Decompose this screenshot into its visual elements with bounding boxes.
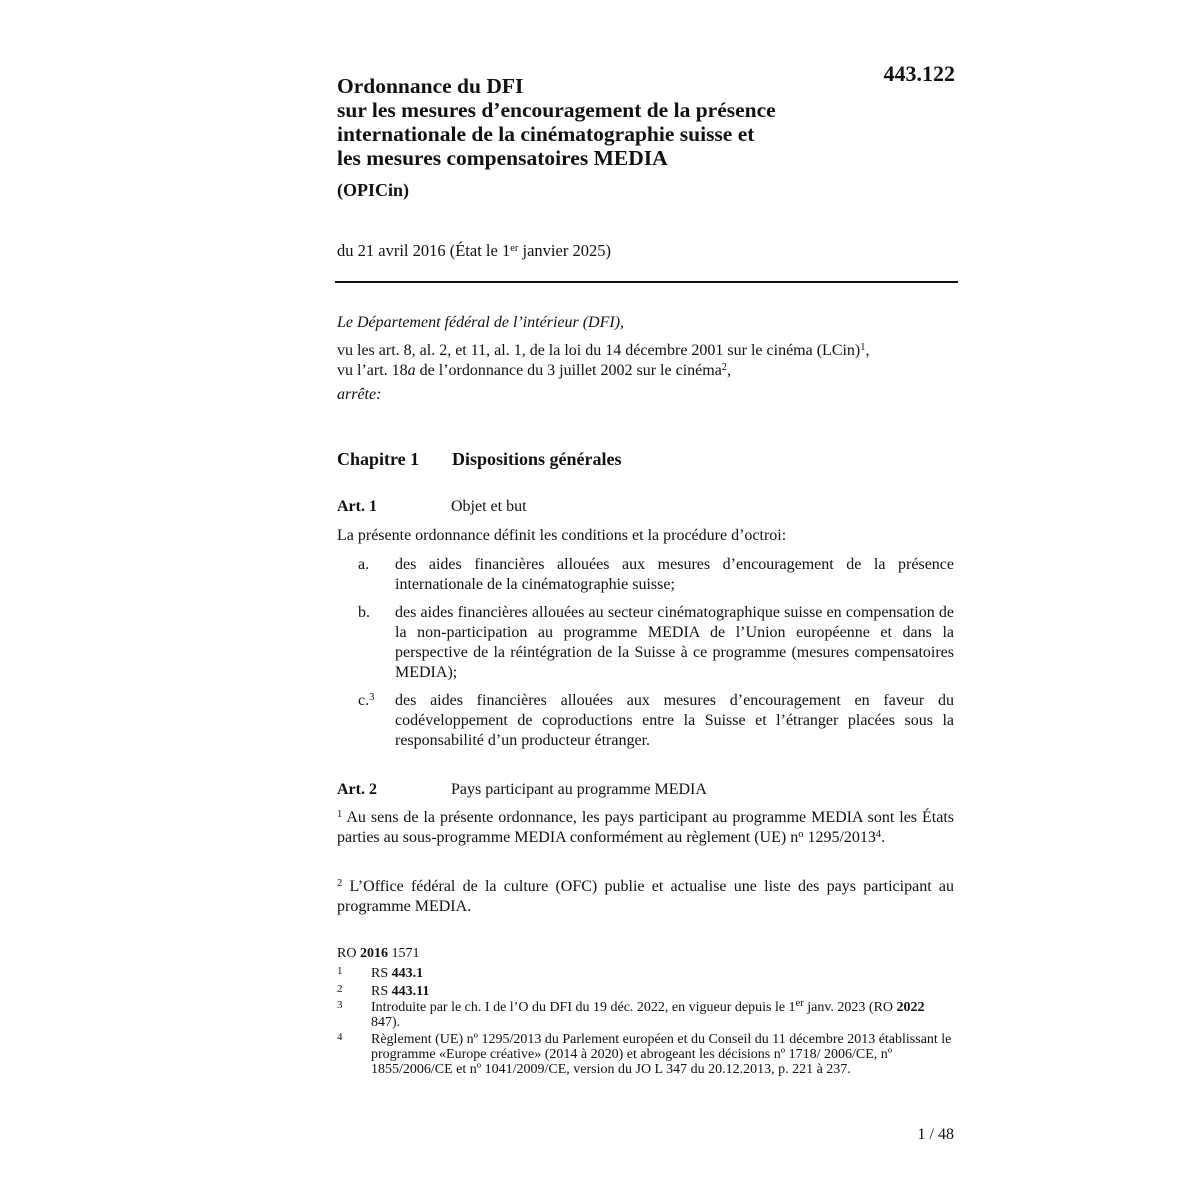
- title-line: internationale de la cinématographie suisse et: [337, 122, 755, 146]
- article-number: Art. 1: [337, 498, 377, 515]
- title-line: les mesures compensatoires MEDIA: [337, 146, 668, 170]
- footnote-ref[interactable]: 4: [875, 829, 882, 840]
- footnote-bold: 443.11: [391, 984, 430, 999]
- list-item-text: des aides financières allouées aux mesures d’encouragement en faveur du codéveloppement de coproductions entre la Suisse et l’étranger placées sous la responsabilité d’un producteur étranger.: [395, 692, 954, 749]
- preamble-authority: Le Département fédéral de l’intérieur (DFI),: [337, 314, 625, 331]
- basis-text: vu l’art. 18: [337, 362, 408, 379]
- footnote-number: 2: [337, 983, 343, 995]
- document-date: [337, 240, 611, 262]
- paragraph-number: 1: [337, 809, 343, 820]
- list-item: [337, 603, 954, 683]
- ro-reference: [337, 946, 954, 961]
- article-title: Pays participant au programme MEDIA: [451, 781, 707, 798]
- footnote-text: RS: [371, 984, 392, 999]
- basis-italic: a: [407, 362, 416, 379]
- preamble-decree: arrête:: [337, 386, 382, 403]
- article-2-paragraph-2: [337, 877, 954, 917]
- article-1-heading: [337, 497, 527, 517]
- ro-page: 1571: [387, 946, 420, 961]
- title-line: Ordonnance du DFI: [337, 74, 524, 98]
- footnote-number: 4: [337, 1031, 343, 1043]
- document-title: [337, 74, 877, 170]
- article-2-paragraph-1: [337, 808, 954, 848]
- preamble-basis-1: [337, 341, 870, 361]
- footnote-text: Introduite par le ch. I de l’O du DFI du 19 déc. 2022, en vigueur depuis le 1: [371, 1000, 796, 1015]
- footnote-text: 847).: [371, 1015, 401, 1030]
- footnote-text: Règlement (UE) nº 1295/2013 du Parlement européen et du Conseil du 11 décembre 2013 établissant le programme «Europe créative» (2014 à 2020) et abrogeant les décisions nº 1718/ 2006/CE, nº 1855/2006/CE et nº 1041/2009/CE, version du JO L 347 du 20.12.2013, p. 221 à 237.: [371, 1032, 952, 1077]
- paragraph-text: Au sens de la présente ordonnance, les pays participant au programme MEDIA sont les États parties au sous-programme MEDIA conformément au règlement (UE) n: [337, 809, 954, 846]
- footnote-number: 3: [337, 999, 343, 1011]
- title-line: sur les mesures d’encouragement de la présence: [337, 98, 776, 122]
- article-2-heading: [337, 780, 707, 800]
- footnote: [337, 1000, 954, 1030]
- title-abbreviation: (OPICin): [337, 180, 409, 200]
- footnote-ref[interactable]: 3: [369, 692, 375, 703]
- paragraph-number: 2: [337, 878, 343, 889]
- sr-number: 443.122: [883, 61, 955, 86]
- footnote: [337, 1032, 954, 1077]
- footnote-ref[interactable]: 2: [721, 362, 728, 373]
- chapter-title: Dispositions générales: [452, 449, 622, 469]
- list-item-letter: c.: [358, 692, 370, 709]
- footnote: [337, 966, 954, 981]
- footnote-number: 1: [337, 965, 343, 977]
- list-item: [337, 555, 954, 595]
- list-item-label: a.: [358, 556, 370, 573]
- footnote-bold: 443.1: [391, 966, 424, 981]
- article-title: Objet et but: [451, 498, 527, 515]
- footnote-text: janv. 2023 (RO: [803, 1000, 897, 1015]
- date-superscript: er: [510, 243, 519, 254]
- ro-year: 2016: [359, 946, 388, 961]
- paragraph-punct: .: [881, 829, 886, 846]
- chapter-number: Chapitre 1: [337, 449, 420, 469]
- footnote-superscript: er: [795, 998, 804, 1009]
- chapter-heading: [337, 447, 622, 471]
- date-text: du 21 avril 2016 (État le 1: [337, 241, 511, 260]
- article-1-intro: La présente ordonnance définit les conditions et la procédure d’octroi:: [337, 527, 787, 544]
- paragraph-text: 1295/2013: [803, 829, 876, 846]
- paragraph-text: L’Office fédéral de la culture (OFC) publie et actualise une liste des pays participant au programme MEDIA.: [337, 878, 954, 915]
- footnote-text: RS: [371, 966, 392, 981]
- basis-text: vu les art. 8, al. 2, et 11, al. 1, de la loi du 14 décembre 2001 sur le cinéma (LCin): [337, 342, 861, 359]
- basis-punct: ,: [865, 342, 870, 359]
- list-item-label: [358, 691, 374, 711]
- footnote-bold: 2022: [896, 1000, 925, 1015]
- list-item-text: des aides financières allouées au secteur cinématographique suisse en compensation de la non-participation au programme MEDIA de l’Union européenne et dans la perspective de la réintégration de la Suisse à ce programme (mesures compensatoires MEDIA);: [395, 604, 954, 681]
- preamble-basis-2: [337, 361, 731, 381]
- list-item: [337, 691, 954, 751]
- list-item-text: des aides financières allouées aux mesures d’encouragement de la présence internationale de la cinématographie suisse;: [395, 556, 954, 593]
- basis-text: de l’ordonnance du 3 juillet 2002 sur le cinéma: [415, 362, 722, 379]
- footnote-ref[interactable]: 1: [860, 342, 866, 353]
- ordinal-mark: o: [798, 829, 804, 840]
- header-divider: [335, 281, 958, 283]
- ro-prefix: RO: [337, 946, 360, 961]
- date-text-end: janvier 2025): [518, 241, 611, 260]
- footnote: [337, 984, 954, 999]
- article-number: Art. 2: [337, 781, 377, 798]
- basis-punct: ,: [727, 362, 732, 379]
- list-item-label: b.: [358, 604, 370, 621]
- page-number: 1 / 48: [917, 1126, 954, 1143]
